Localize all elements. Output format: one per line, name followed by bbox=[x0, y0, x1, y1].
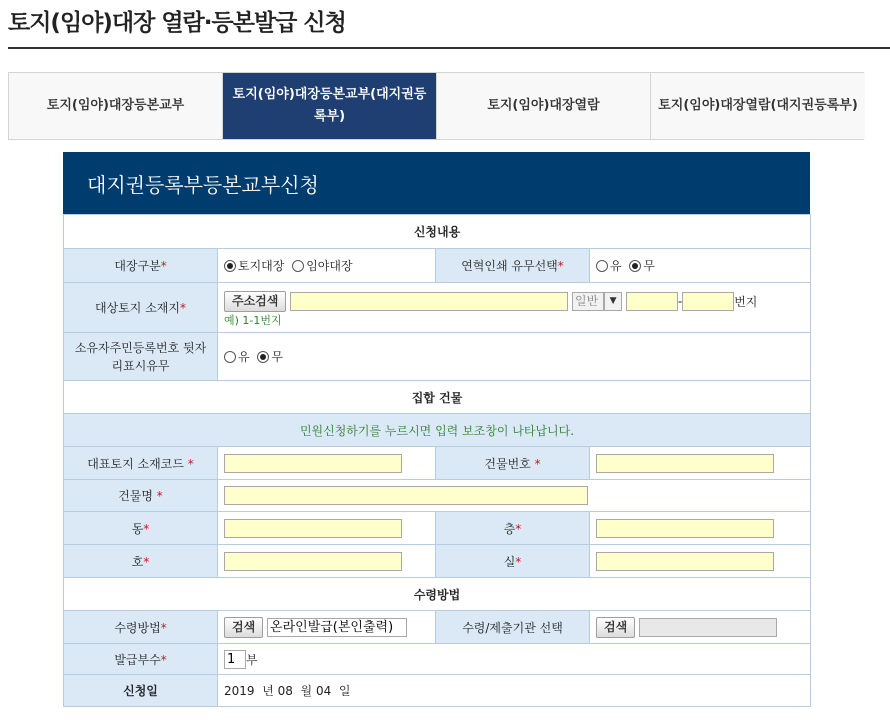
copies-input[interactable]: 1 bbox=[224, 650, 246, 669]
apply-date-value: 2019 년 08 월 04 일 bbox=[218, 675, 811, 707]
location-field: 주소검색 일반 ▼ - 번지 예) 1-1번지 bbox=[218, 283, 811, 333]
location-label: 대상토지 소재지* bbox=[64, 283, 218, 333]
lot-type-select[interactable]: 일반 bbox=[572, 292, 604, 311]
section-building: 집합 건물 bbox=[64, 381, 811, 414]
main-lot-input[interactable] bbox=[626, 292, 678, 311]
owner-id-label: 소유자주민등록번호 뒷자리표시유무 bbox=[64, 333, 218, 381]
chevron-down-icon[interactable]: ▼ bbox=[604, 292, 622, 311]
ledger-forest-radio[interactable] bbox=[292, 260, 304, 272]
copies-label: 발급부수* bbox=[64, 644, 218, 675]
ledger-type-label: 대장구분* bbox=[64, 249, 218, 283]
history-print-field: 유 무 bbox=[590, 249, 811, 283]
section-application: 신청내용 bbox=[64, 215, 811, 249]
history-print-label: 연혁인쇄 유무선택* bbox=[436, 249, 590, 283]
tab-land-view-site-right[interactable]: 토지(임야)대장열람(대지권등록부) bbox=[651, 73, 865, 139]
bldg-name-input[interactable] bbox=[224, 486, 588, 505]
ho-label: 호* bbox=[64, 545, 218, 578]
rep-code-input[interactable] bbox=[224, 454, 402, 473]
receive-org-search-button[interactable]: 검색 bbox=[596, 617, 635, 638]
receive-method-input[interactable]: 온라인발급(본인출력) bbox=[267, 618, 407, 637]
title-divider bbox=[8, 47, 890, 49]
dong-input[interactable] bbox=[224, 519, 402, 538]
ledger-type-field: 토지대장 임야대장 bbox=[218, 249, 436, 283]
room-label: 실* bbox=[436, 545, 590, 578]
tab-land-view[interactable]: 토지(임야)대장열람 bbox=[437, 73, 651, 139]
ledger-land-radio[interactable] bbox=[224, 260, 236, 272]
address-search-button[interactable]: 주소검색 bbox=[224, 291, 286, 312]
location-hint: 예) 1-1번지 bbox=[224, 314, 282, 327]
room-input[interactable] bbox=[596, 552, 774, 571]
bldg-no-input[interactable] bbox=[596, 454, 774, 473]
form-header: 대지권등록부등본교부신청 bbox=[63, 152, 810, 214]
owner-id-yes-radio[interactable] bbox=[224, 351, 236, 363]
tab-bar bbox=[8, 72, 864, 140]
receive-method-search-button[interactable]: 검색 bbox=[224, 617, 263, 638]
tab-land-copy-site-right[interactable]: 토지(임야)대장등본교부(대지권등록부) bbox=[223, 73, 437, 139]
receive-method-label: 수령방법* bbox=[64, 611, 218, 644]
floor-input[interactable] bbox=[596, 519, 774, 538]
history-no-radio[interactable] bbox=[629, 260, 641, 272]
owner-id-field: 유 무 bbox=[218, 333, 811, 381]
tab-land-copy[interactable]: 토지(임야)대장등본교부 bbox=[9, 73, 223, 139]
apply-date-label: 신청일 bbox=[64, 675, 218, 707]
receive-org-input[interactable] bbox=[639, 618, 777, 637]
history-yes-radio[interactable] bbox=[596, 260, 608, 272]
dong-label: 동* bbox=[64, 512, 218, 545]
bldg-no-label: 건물번호 * bbox=[436, 447, 590, 480]
page-title: 토지(임야)대장 열람·등본발급 신청 bbox=[8, 10, 346, 36]
floor-label: 층* bbox=[436, 512, 590, 545]
owner-id-no-radio[interactable] bbox=[257, 351, 269, 363]
application-form bbox=[63, 152, 810, 707]
form-table: 신청내용 대장구분* 토지대장 임야대장 연혁인쇄 유무선택* 유 무 대상토지 소재지* 주소검색 일반 ▼ - 번지 예) 1-1번지 소유자주민등록번호 뒷자리표시유무 유 무 집합 건물 민원신청하기를 누르시면 입력 보조창이 나타납니다. 대표토지 소재코드 * 건물번호 * 건물명 * 동* 층* 호* 실* 수령방법 수령방법* 검색 온라인발급(본인출력) 수령/제출기관 선택 검색 발급부수* 1 부 신청일 2019 년 08 월 04 일 bbox=[63, 214, 811, 707]
section-receive: 수령방법 bbox=[64, 578, 811, 611]
bldg-name-label: 건물명 * bbox=[64, 480, 218, 512]
sub-lot-input[interactable] bbox=[682, 292, 734, 311]
notice-text: 민원신청하기를 누르시면 입력 보조창이 나타납니다. bbox=[64, 414, 811, 447]
receive-org-label: 수령/제출기관 선택 bbox=[436, 611, 590, 644]
rep-code-label: 대표토지 소재코드 * bbox=[64, 447, 218, 480]
ho-input[interactable] bbox=[224, 552, 402, 571]
address-input[interactable] bbox=[290, 292, 568, 311]
